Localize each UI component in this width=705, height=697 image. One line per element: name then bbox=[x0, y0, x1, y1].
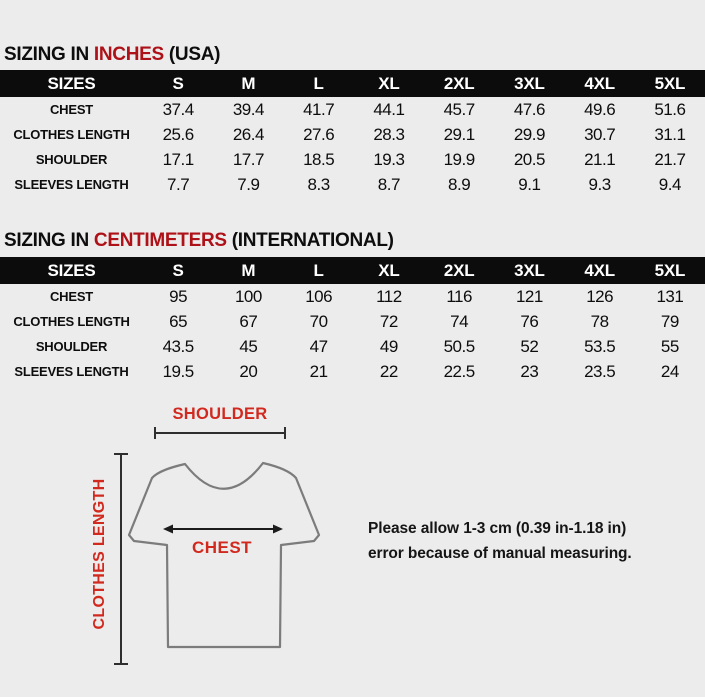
col-header-2xl: 2XL bbox=[424, 70, 494, 97]
inches-size-table bbox=[0, 70, 705, 197]
title-unit-centimeters: CENTIMETERS bbox=[93, 230, 227, 251]
cell-value: 50.5 bbox=[443, 336, 475, 356]
note-line-2: error because of manual measuring. bbox=[368, 545, 632, 562]
cell-value: 44.1 bbox=[373, 99, 405, 119]
row-label-shoulder: SHOULDER bbox=[35, 152, 108, 167]
cell-value: 17.1 bbox=[162, 149, 194, 169]
cell-value: 30.7 bbox=[584, 124, 616, 144]
inches-table-title bbox=[4, 44, 220, 66]
cell-value: 23.5 bbox=[584, 361, 616, 381]
cell-value: 49 bbox=[379, 336, 398, 356]
inches-header-row bbox=[0, 70, 705, 97]
cell-value: 43.5 bbox=[162, 336, 194, 356]
col-header-l: L bbox=[284, 257, 354, 284]
table-row-chest bbox=[0, 97, 705, 122]
row-label-clothes-length: CLOTHES LENGTH bbox=[13, 127, 130, 142]
cell-value: 9.4 bbox=[658, 174, 681, 194]
cell-value: 7.9 bbox=[237, 174, 260, 194]
centimeters-table-container bbox=[0, 257, 705, 384]
row-label-chest: CHEST bbox=[49, 289, 94, 304]
col-header-s: S bbox=[143, 257, 213, 284]
row-label-sleeves-length: SLEEVES LENGTH bbox=[14, 177, 129, 192]
cell-value: 65 bbox=[169, 311, 188, 331]
cell-value: 41.7 bbox=[303, 99, 335, 119]
cell-value: 9.1 bbox=[518, 174, 541, 194]
cell-value: 51.6 bbox=[654, 99, 686, 119]
table-row-shoulder bbox=[0, 334, 705, 359]
cell-value: 70 bbox=[309, 311, 328, 331]
table-row-shoulder bbox=[0, 147, 705, 172]
col-header-3xl: 3XL bbox=[494, 70, 564, 97]
col-header-3xl: 3XL bbox=[494, 257, 564, 284]
col-header-l: L bbox=[284, 70, 354, 97]
centimeters-table-title bbox=[4, 230, 394, 252]
col-header-sizes: SIZES bbox=[0, 257, 143, 284]
col-header-xl: XL bbox=[354, 70, 424, 97]
cell-value: 53.5 bbox=[584, 336, 616, 356]
cell-value: 45 bbox=[239, 336, 258, 356]
cell-value: 47.6 bbox=[513, 99, 545, 119]
cell-value: 106 bbox=[305, 286, 333, 306]
cell-value: 126 bbox=[586, 286, 614, 306]
centimeters-header-row bbox=[0, 257, 705, 284]
cell-value: 45.7 bbox=[443, 99, 475, 119]
title-prefix: SIZING IN bbox=[4, 44, 94, 65]
cell-value: 67 bbox=[239, 311, 258, 331]
cell-value: 29.9 bbox=[513, 124, 545, 144]
clothes-length-measure-line bbox=[114, 454, 128, 664]
col-header-sizes: SIZES bbox=[0, 70, 143, 97]
cell-value: 20.5 bbox=[513, 149, 545, 169]
table-row-clothes-length bbox=[0, 122, 705, 147]
cell-value: 28.3 bbox=[373, 124, 405, 144]
table-row-chest bbox=[0, 284, 705, 309]
col-header-m: M bbox=[213, 70, 283, 97]
row-label-chest: CHEST bbox=[49, 102, 94, 117]
cell-value: 19.3 bbox=[373, 149, 405, 169]
shoulder-measure-line bbox=[155, 427, 285, 439]
cell-value: 24 bbox=[660, 361, 679, 381]
cell-value: 17.7 bbox=[232, 149, 264, 169]
centimeters-size-table bbox=[0, 257, 705, 384]
table-row-sleeves-length bbox=[0, 172, 705, 197]
chest-measure-arrow bbox=[163, 525, 283, 534]
cell-value: 19.5 bbox=[162, 361, 194, 381]
cell-value: 8.7 bbox=[377, 174, 400, 194]
cell-value: 55 bbox=[660, 336, 679, 356]
cell-value: 95 bbox=[169, 286, 188, 306]
col-header-4xl: 4XL bbox=[565, 257, 635, 284]
row-label-sleeves-length: SLEEVES LENGTH bbox=[14, 364, 129, 379]
cell-value: 112 bbox=[376, 286, 402, 306]
cell-value: 47 bbox=[309, 336, 328, 356]
cell-value: 25.6 bbox=[162, 124, 194, 144]
col-header-4xl: 4XL bbox=[565, 70, 635, 97]
cell-value: 78 bbox=[590, 311, 609, 331]
cell-value: 27.6 bbox=[303, 124, 335, 144]
cell-value: 79 bbox=[660, 311, 679, 331]
col-header-5xl: 5XL bbox=[635, 70, 705, 97]
cell-value: 21.7 bbox=[654, 149, 686, 169]
measuring-error-note bbox=[368, 516, 698, 566]
cell-value: 76 bbox=[520, 311, 539, 331]
cell-value: 21.1 bbox=[584, 149, 616, 169]
note-line-1: Please allow 1-3 cm (0.39 in-1.18 in) bbox=[368, 520, 627, 537]
title-unit-inches: INCHES bbox=[93, 44, 164, 65]
inches-table-container bbox=[0, 70, 705, 197]
cell-value: 131 bbox=[656, 286, 684, 306]
title-prefix: SIZING IN bbox=[4, 230, 94, 251]
cell-value: 7.7 bbox=[167, 174, 190, 194]
cell-value: 74 bbox=[450, 311, 469, 331]
cell-value: 121 bbox=[515, 286, 543, 306]
cell-value: 116 bbox=[446, 286, 472, 306]
col-header-2xl: 2XL bbox=[424, 257, 494, 284]
clothes-length-dimension-label: CLOTHES LENGTH bbox=[91, 478, 108, 630]
cell-value: 39.4 bbox=[232, 99, 264, 119]
cell-value: 22 bbox=[379, 361, 398, 381]
cell-value: 52 bbox=[520, 336, 539, 356]
cell-value: 31.1 bbox=[654, 124, 686, 144]
row-label-clothes-length: CLOTHES LENGTH bbox=[13, 314, 130, 329]
cell-value: 26.4 bbox=[232, 124, 264, 144]
cell-value: 29.1 bbox=[443, 124, 475, 144]
cell-value: 20 bbox=[239, 361, 258, 381]
cell-value: 23 bbox=[520, 361, 539, 381]
col-header-s: S bbox=[143, 70, 213, 97]
cell-value: 49.6 bbox=[584, 99, 616, 119]
table-row-sleeves-length bbox=[0, 359, 705, 384]
col-header-xl: XL bbox=[354, 257, 424, 284]
cell-value: 22.5 bbox=[443, 361, 475, 381]
tshirt-measurement-diagram bbox=[0, 398, 705, 697]
table-row-clothes-length bbox=[0, 309, 705, 334]
title-suffix: (USA) bbox=[163, 44, 221, 65]
col-header-m: M bbox=[213, 257, 283, 284]
cell-value: 37.4 bbox=[162, 99, 194, 119]
col-header-5xl: 5XL bbox=[635, 257, 705, 284]
chest-dimension-label: CHEST bbox=[191, 538, 253, 557]
cell-value: 18.5 bbox=[303, 149, 335, 169]
cell-value: 19.9 bbox=[443, 149, 475, 169]
cell-value: 9.3 bbox=[588, 174, 611, 194]
cell-value: 100 bbox=[234, 286, 262, 306]
cell-value: 21 bbox=[309, 361, 328, 381]
cell-value: 8.9 bbox=[448, 174, 471, 194]
shoulder-dimension-label: SHOULDER bbox=[172, 405, 268, 423]
cell-value: 72 bbox=[379, 311, 398, 331]
cell-value: 8.3 bbox=[307, 174, 330, 194]
title-suffix: (INTERNATIONAL) bbox=[226, 230, 394, 251]
row-label-shoulder: SHOULDER bbox=[35, 339, 108, 354]
